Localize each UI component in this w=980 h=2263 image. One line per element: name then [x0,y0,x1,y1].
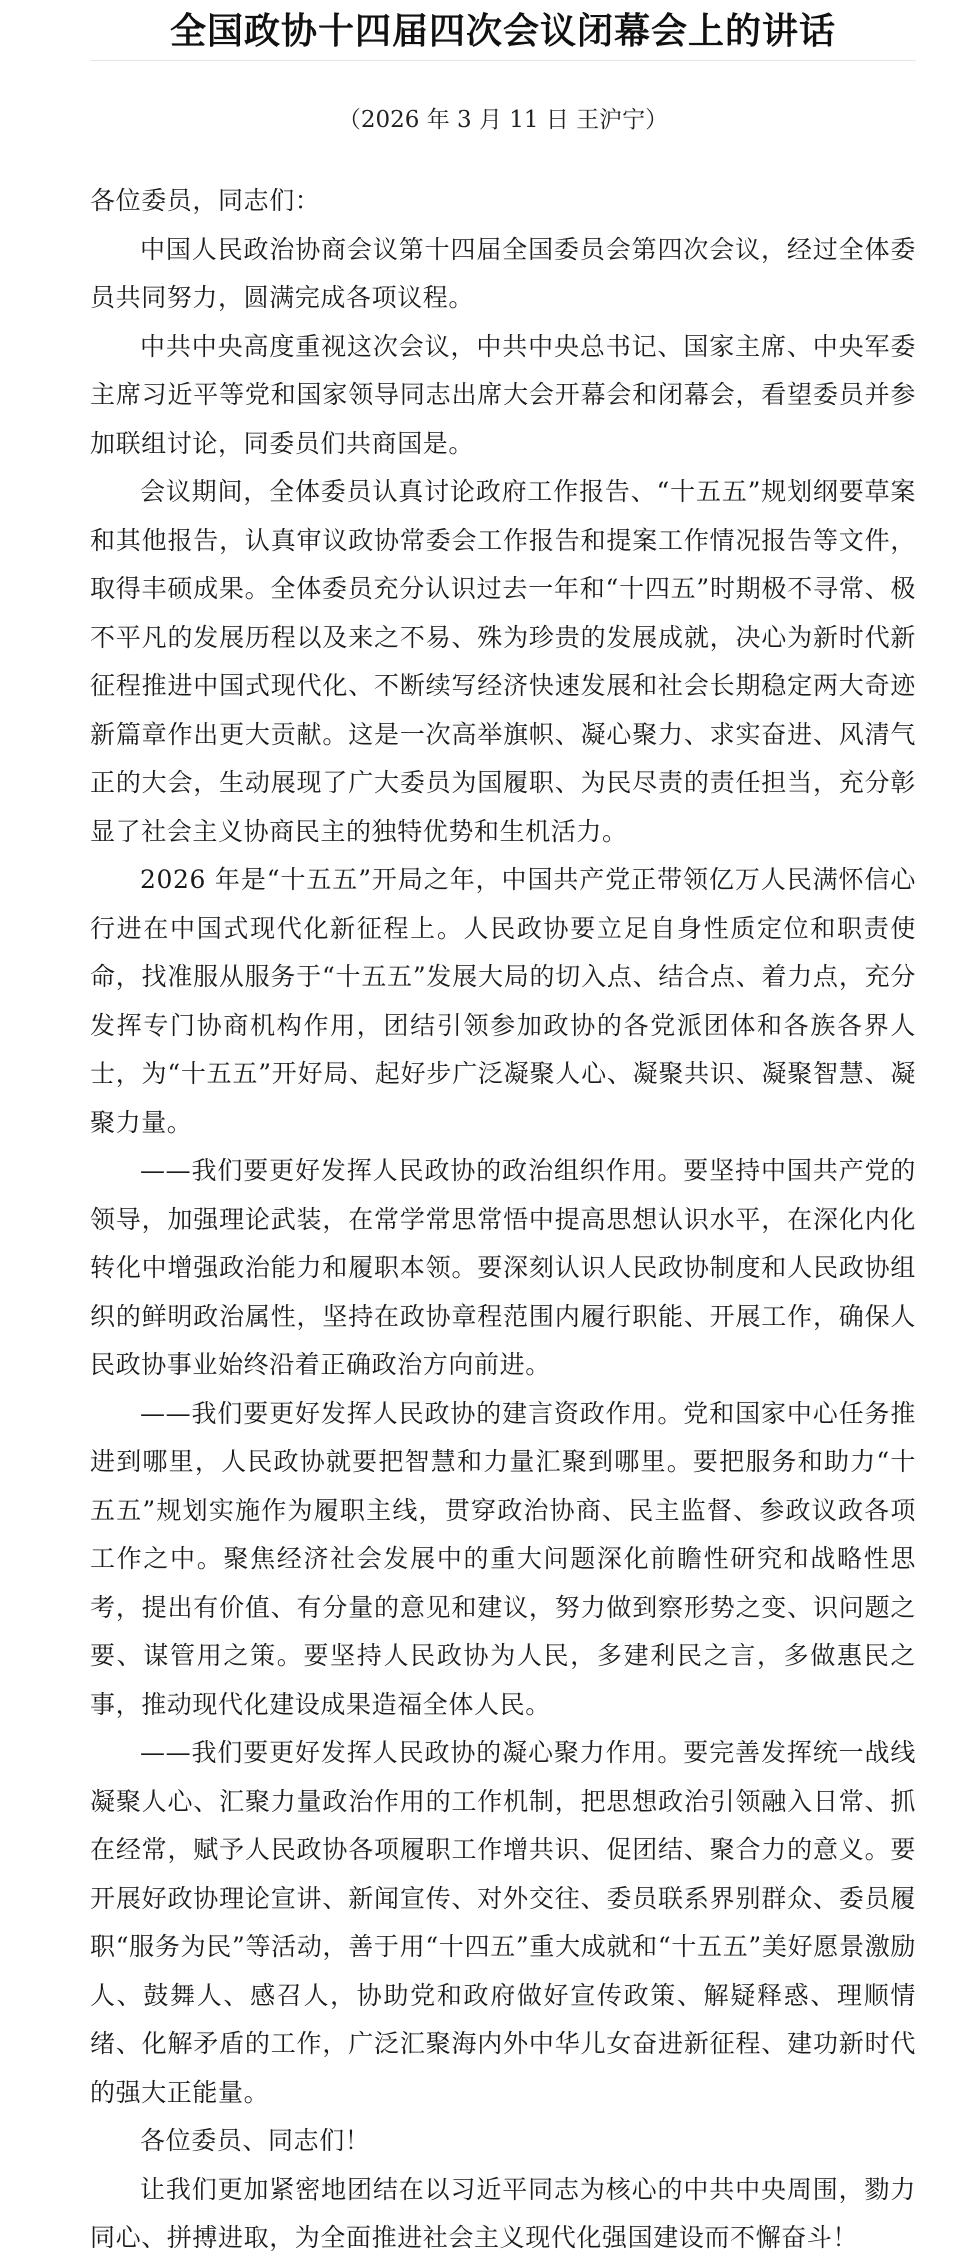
paragraph-1: 中国人民政治协商会议第十四届全国委员会第四次会议，经过全体委员共同努力，圆满完成各项议程。 [90,234,916,312]
closing-paragraph: 让我们更加紧密地团结在以习近平同志为核心的中共中央周围，勠力同心、拼搏进取，为全面推进社会主义现代化强国建设而不懈奋斗！ [90,2174,916,2252]
paragraph-2: 中共中央高度重视这次会议，中共中央总书记、国家主席、中央军委主席习近平等党和国家领导同志出席大会开幕会和闭幕会，看望委员并参加联组讨论，同委员们共商国是。 [90,331,916,458]
paragraph-7: ——我们要更好发挥人民政协的凝心聚力作用。要完善发挥统一战线凝聚人心、汇聚力量政治作用的工作机制，把思想政治引领融入日常、抓在经常，赋予人民政协各项履职工作增共识、促团结、聚合力的意义。要开展好政协理论宣讲、新闻宣传、对外交往、委员联系界别群众、委员履职“服务为民”等活动，善于用“十四五”重大成就和“十五五”美好愿景激励人、鼓舞人、感召人，协助党和政府做好宣传政策、解疑释惑、理顺情绪、化解矛盾的工作，广泛汇聚海内外中华儿女奋进新征程、建功新时代的强大正能量。 [90,1738,916,2107]
date-author-line: （2026 年 3 月 11 日 王沪宁） [337,107,669,133]
speech-body [90,177,916,2263]
paragraph-6: ——我们要更好发挥人民政协的建言资政作用。党和国家中心任务推进到哪里，人民政协就要把智慧和力量汇聚到哪里。要把服务和助力“十五五”规划实施作为履职主线，贯穿政治协商、民主监督、参政议政各项工作之中。聚焦经济社会发展中的重大问题深化前瞻性研究和战略性思考，提出有价值、有分量的意见和建议，努力做到察形势之变、识问题之要、谋管用之策。要坚持人民政协为人民，多建利民之言，多做惠民之事，推动现代化建设成果造福全体人民。 [90,1398,916,1719]
paragraph-4: 2026 年是“十五五”开局之年，中国共产党正带领亿万人民满怀信心行进在中国式现代化新征程上。人民政协要立足自身性质定位和职责使命，找准服从服务于“十五五”发展大局的切入点、结合点、着力点，充分发挥专门协商机构作用，团结引领参加政协的各党派团体和各族各界人士，为“十五五”开好局、起好步广泛凝聚人心、凝聚共识、凝聚智慧、凝聚力量。 [90,865,916,1137]
closing-salutation: 各位委员、同志们！ [140,2126,371,2155]
document-title: 全国政协十四届四次会议闭幕会上的讲话 [169,10,836,52]
paragraph-3: 会议期间，全体委员认真讨论政府工作报告、“十五五”规划纲要草案和其他报告，认真审议政协常委会工作报告和提案工作情况报告等文件，取得丰硕成果。全体委员充分认识过去一年和“十四五”时期极不寻常、极不平凡的发展历程以及来之不易、殊为珍贵的发展成就，决心为新时代新征程推进中国式现代化、不断续写经济快速发展和社会长期稳定两大奇迹新篇章作出更大贡献。这是一次高举旗帜、凝心聚力、求实奋进、风清气正的大会，生动展现了广大委员为国履职、为民尽责的责任担当，充分彰显了社会主义协商民主的独特优势和生机活力。 [90,477,916,846]
salutation: 各位委员，同志们： [90,186,321,215]
paragraph-5: ——我们要更好发挥人民政协的政治组织作用。要坚持中国共产党的领导，加强理论武装，在常学常思常悟中提高思想认识水平，在深化内化转化中增强政治能力和履职本领。要深刻认识人民政协制度和人民政协组织的鲜明政治属性，坚持在政协章程范围内履行职能、开展工作，确保人民政协事业始终沿着正确政治方向前进。 [90,1156,916,1379]
title-divider [90,60,916,61]
